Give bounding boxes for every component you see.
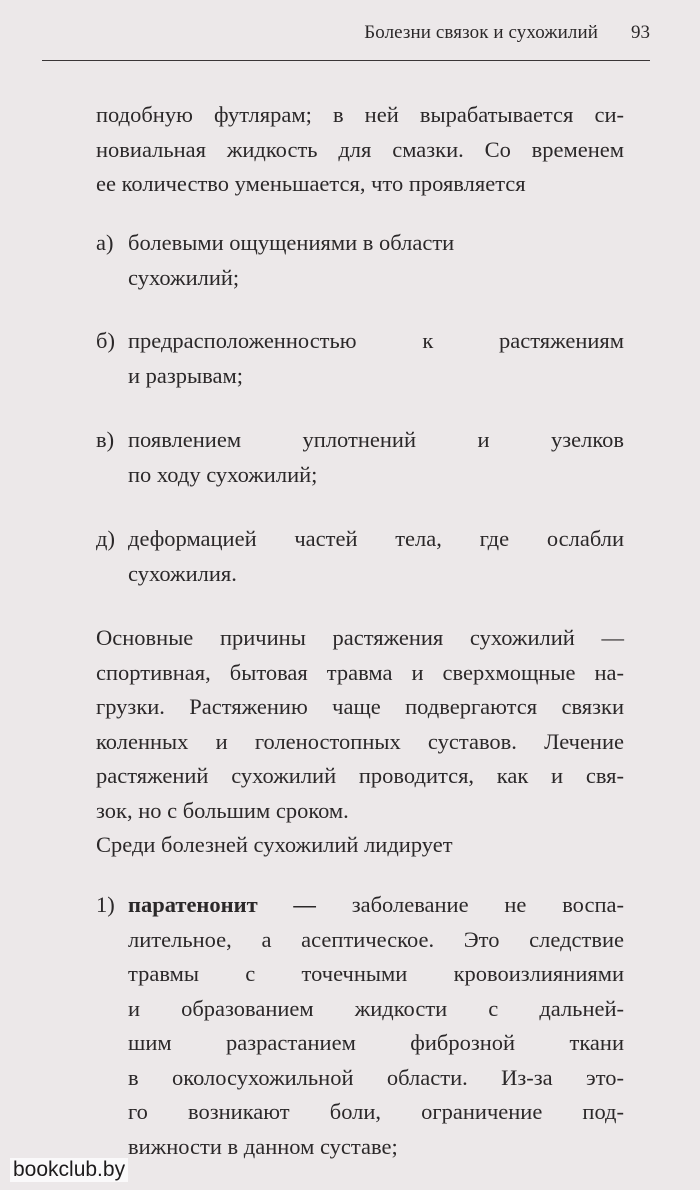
text-line: деформацией частей тела, где ослабли xyxy=(128,526,624,551)
text-line: спортивная, бытовая травма и сверхмощные на- xyxy=(96,659,624,685)
text-line: коленных и голеностопных суставов. Лечение xyxy=(96,728,624,754)
text-line: по ходу сухожилий; xyxy=(128,461,318,487)
text-line: и образованием жидкости с дальней- xyxy=(128,995,624,1021)
text-line xyxy=(128,888,624,923)
text-fragment: заболевание не воспа- xyxy=(315,892,624,917)
leads-paragraph xyxy=(96,828,624,863)
causes-paragraph xyxy=(96,621,624,828)
text-line: в околосухожильной области. Из-за это- xyxy=(128,1064,624,1090)
text-line: Среди болезней сухожилий лидирует xyxy=(96,832,453,857)
text-line: растяжений сухожилий проводится, как и свя- xyxy=(96,763,624,788)
text-line: сухожилий; xyxy=(128,264,240,290)
page-header xyxy=(42,22,650,62)
list-marker: в) xyxy=(96,427,115,452)
text-line: травмы с точечными кровоизлияниями xyxy=(128,961,624,986)
text-line: ее количество уменьшается, что проявляется xyxy=(96,171,526,196)
term: паратенонит — xyxy=(128,892,316,917)
text-line: го возникают боли, ограничение под- xyxy=(128,1099,624,1124)
text-line: болевыми ощущениями в области xyxy=(128,230,455,255)
watermark: bookclub.by xyxy=(10,1158,128,1182)
text-line: зок, но с большим сроком. xyxy=(96,797,349,823)
text-line: новиальная жидкость для смазки. Со временем xyxy=(96,136,624,162)
text-line: шим разрастанием фиброзной ткани xyxy=(128,1030,624,1055)
list-marker: а) xyxy=(96,230,114,255)
text-line: появлением уплотнений и узелков xyxy=(128,427,624,452)
text-line: и разрывам; xyxy=(128,362,243,388)
text-line: сухожилия. xyxy=(128,560,237,586)
intro-paragraph xyxy=(96,98,624,202)
list-marker: 1) xyxy=(96,892,115,917)
text-line: предрасположенностью к растяжениям xyxy=(128,328,624,353)
list-marker: д) xyxy=(96,526,115,551)
running-head: Болезни связок и сухожилий xyxy=(364,22,598,43)
header-rule xyxy=(42,60,650,61)
list-marker: б) xyxy=(96,328,115,353)
text-line: Основные причины растяжения сухожилий — xyxy=(96,625,624,650)
text-line: грузки. Растяжению чаще подвергаются связки xyxy=(96,694,624,719)
text-line: лительное, а асептическое. Это следствие xyxy=(128,926,624,952)
page-number: 93 xyxy=(631,22,650,43)
text-line: подобную футлярам; в ней вырабатывается си- xyxy=(96,102,624,127)
text-line: вижности в данном суставе; xyxy=(128,1133,398,1159)
